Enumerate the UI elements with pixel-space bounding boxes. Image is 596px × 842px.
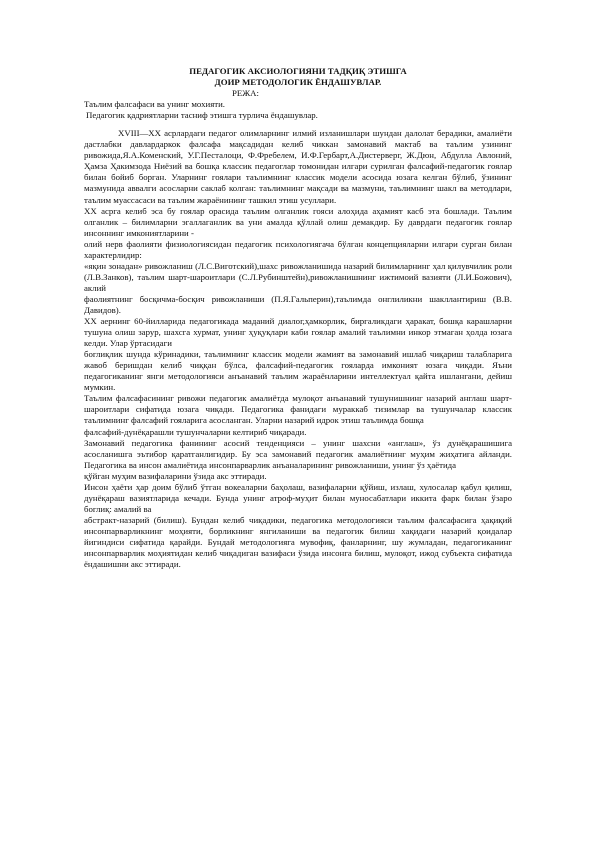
plan-item-1: Таълим фалсафаси ва унинг мохияти. [84, 99, 225, 110]
paragraph-3: олий нерв фаолияти физиологиясидан педагогик психологиягача бўлган концепцияларни илгари сурган билан характерлидир: [84, 238, 512, 260]
paragraph-11: қўйган муҳим вазифаларини ўзида акс эттиради. [84, 470, 267, 481]
document-title-line-1: ПЕДАГОГИК АКСИОЛОГИЯНИ ТАДҚИҚ ЭТИШГА [189, 66, 407, 76]
document-title-line-2: ДОИР МЕТОДОЛОГИК ЁНДАШУВЛАР. [214, 77, 382, 88]
paragraph-4: «яқин зонадан» ривожланиш (Л.С.Виготский),шахс ривожланишида назарий билимларнинг ҳал қилувчилик роли (Л.В.Занков), таълим шарт-шароитлари (С.Л.Рубинштейн),ривожланишнинг ижтимоий вазияти (Л.И.Божович), аклий [84, 260, 512, 293]
spacer [84, 121, 512, 128]
paragraph-5: фаолиятнинг босқичма-босқич ривожланиши (П.Я.Гальперин),таълимда онглиликни шакллантириш (В.В. Давидов). [84, 293, 512, 315]
paragraph-1: XVIII—XX асрлардаги педагог олимларнинг илмий изланишлари шундан далолат берадики, амалиёти дастлабки давлардаркок фалсафа мақсадидан келиб чиккан замонавий мактаб ва таълим узининг ривожида,Я.А.Коменский, У.Г.Песталоци, Ф.Фребелем, И.Ф.Гербарт,А.Дистерверг, Ж.Дюн, Абдулла Авлоний, Ҳамза Ҳакимзода Ниёзий ва бошқа классик педагоглар томонидан илгари сурилган фалсафий-педагогик гоялар билан бойиб борган. Уларнинг гоялари таълимнинг классик модели асосида юзага келган бўлиб, ўзининг мазмунида аввалги асосларни саклаб колган: таълимнинг мақсади ва мазмуни, таълимнинг шакл ва методлари, таълим муассасаси ва таълим жараёнининг ташкил этиш усуллари. [84, 128, 512, 205]
paragraph-2: XX асрга келиб эса бу гоялар орасида таълим олганлик гояси алоҳида аҳамият касб эта бошлади. Таълим олганлик – билимларни эгаллаганлик ва уни амалда қўллай олиш демакдир. Бу даврдаги педагогик гоялар инсоннинг имкониятларини - [84, 205, 512, 238]
paragraph-6: XX аернинг 60-йилларида педагогикада маданий диалог,ҳамкорлик, биргаликдаги ҳаракат, бошқа карашларни тушуна олиш зарур, шахсга хурмат, унинг ҳуқуқлари каби гоялар амалий таълимни инкор этмаган ҳолда юзага келди. Улар ўртасидаги [84, 316, 512, 349]
paragraph-13: абстракт-назарий (билиш). Бундан келиб чиқадики, педагогика методологияси таълим фалсафасига ҳақиқий инсонпарварликнинг моҳияти, борликнинг янгиланиши ва педагогик билиш хақидаги назарий қоидалар йигиндиси сифатида қарайди. Бундай методологияга мувофиқ, фанларнинг, шу жумладан, педагогиканинг инсонпарварлик моҳиятидан келиб чиқадиган вазифаси ўзида инсонга билиш, мулоқот, ижод субъекта сифатида ёндашишни акс эттиради. [84, 514, 512, 570]
paragraph-8: Таълим фалсафасининг ривожи педагогик амалиётда мулоқот анъанавий тушунишнинг назарий англаш шарт-шароитлари сифатида юзага чиқади. Педагогика фанидаги мураккаб тизимлар ва тушунчалар классик таълимнинг фалсафий гояларига асосланган. Уларни назарий идрок этиш таълимда бошқа [84, 393, 512, 426]
paragraph-7: боглиқлик шунда кўринадики, таълимнинг классик модели жамият ва замонавий ишлаб чиқариш талабларига жавоб беришдан келиб чиққан бўлса, фалсафий-педагогик гояларда имконият юзага чиқади. Яъни педагогиканинг янги методологияси анъанавий таълим жараёнларини интеллектуал қайта ишлангани, дейиш мумкин. [84, 349, 512, 393]
paragraph-12: Инсон ҳаёти ҳар доим бўлиб ўтган вокеаларни баҳолаш, вазифаларни қўйиш, излаш, хулосалар қабул қилиш, дунёқараш вазиятларида кечади. Бунда унинг атроф-муҳит билан муносабатлари иккита фарк билан ўзаро боглиқ: амалий ва [84, 481, 512, 514]
document-page [84, 66, 512, 570]
paragraph-9: фалсафий-дунёқарашли тушунчаларни келтириб чиқаради. [84, 426, 307, 437]
plan-item-2: Педагогик қадриятларни тасниф этишга турлича ёндашувлар. [86, 110, 318, 121]
paragraph-10: Замонавий педагогика фанининг асосий тенденцияси – унинг шахсни «англаш», ўз дунёқарашишига асосланишга эътибор қаратганлигидир. Бу эса замонавий педагогик амалиётнинг муҳим жиҳатига айланди. Педагогика ва инсон амалиётида инсонпарварлик анъаналарининг ривожланиши, унинг ўз ҳаётида [84, 437, 512, 470]
plan-heading: РЕЖА: [232, 88, 259, 99]
